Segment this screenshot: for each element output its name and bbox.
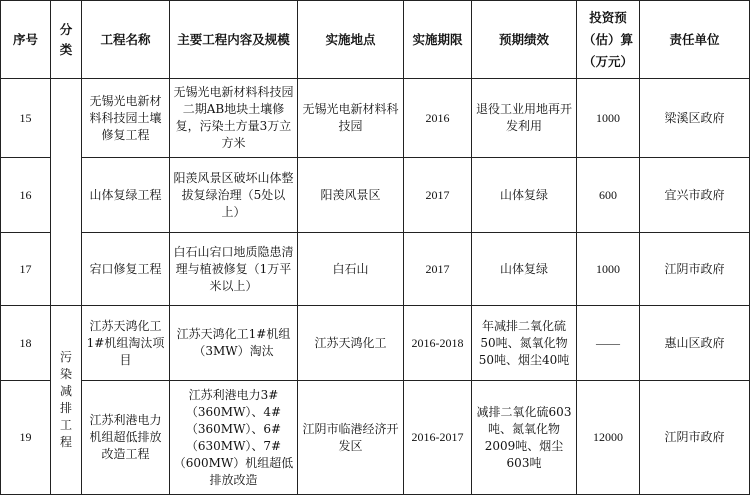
row-no: 17	[1, 233, 51, 306]
header-invest-line-3: （万元）	[582, 53, 633, 69]
header-no: 序号	[1, 1, 51, 79]
header-invest-line-1: 投资预	[589, 9, 627, 25]
category-char: 程	[59, 435, 72, 449]
project-content: 江苏天鸿化工1#机组（3MW）淘汰	[170, 306, 298, 381]
table-row	[1, 79, 750, 158]
project-invest: 1000	[577, 79, 640, 158]
project-unit: 梁溪区政府	[640, 79, 750, 158]
project-invest: 1000	[577, 233, 640, 306]
project-effect: 山体复绿	[472, 233, 577, 306]
project-location: 江苏天鸿化工	[298, 306, 404, 381]
table-row	[1, 158, 750, 233]
row-no: 15	[1, 79, 51, 158]
project-unit: 宜兴市政府	[640, 158, 750, 233]
project-content: 白石山宕口地质隐患清理与植被修复（1万平米以上）	[170, 233, 298, 306]
table-row	[1, 381, 750, 495]
project-unit: 江阴市政府	[640, 381, 750, 495]
header-location: 实施地点	[298, 1, 404, 79]
project-unit: 惠山区政府	[640, 306, 750, 381]
project-period: 2017	[404, 233, 472, 306]
category-char: 工	[59, 418, 72, 432]
header-content: 主要工程内容及规模	[170, 1, 298, 79]
project-content: 无锡光电新材料科技园二期AB地块土壤修复，污染土方量3万立方米	[170, 79, 298, 158]
category-char: 排	[59, 401, 72, 415]
project-name: 江苏天鸿化工1#机组淘汰项目	[82, 306, 170, 381]
category-cell	[51, 306, 82, 495]
project-invest: ——	[577, 306, 640, 381]
category-char: 减	[59, 384, 72, 398]
header-unit: 责任单位	[640, 1, 750, 79]
header-invest	[577, 1, 640, 79]
project-effect: 减排二氧化硫603吨、氮氧化物2009吨、烟尘603吨	[472, 381, 577, 495]
table-row	[1, 306, 750, 381]
category-char: 污	[59, 350, 72, 364]
table-row	[1, 233, 750, 306]
project-name: 宕口修复工程	[82, 233, 170, 306]
category-char: 染	[59, 367, 72, 381]
project-effect: 年减排二氧化硫50吨、氮氧化物50吨、烟尘40吨	[472, 306, 577, 381]
project-period: 2016-2018	[404, 306, 472, 381]
header-name: 工程名称	[82, 1, 170, 79]
project-period: 2017	[404, 158, 472, 233]
header-class	[51, 1, 82, 79]
project-invest: 600	[577, 158, 640, 233]
project-content: 江苏利港电力3#（360MW）、4#（360MW）、6#（630MW）、7#（600MW）机组超低排放改造	[170, 381, 298, 495]
project-period: 2016	[404, 79, 472, 158]
project-period: 2016-2017	[404, 381, 472, 495]
project-name: 山体复绿工程	[82, 158, 170, 233]
project-name: 无锡光电新材料科技园土壤修复工程	[82, 79, 170, 158]
project-effect: 退役工业用地再开发利用	[472, 79, 577, 158]
header-row	[1, 1, 750, 79]
header-invest-line-2: （估）算	[582, 31, 633, 47]
row-no: 18	[1, 306, 51, 381]
project-unit: 江阴市政府	[640, 233, 750, 306]
header-period: 实施期限	[404, 1, 472, 79]
row-no: 16	[1, 158, 51, 233]
category-cell-empty	[51, 79, 82, 306]
project-location: 江阴市临港经济开发区	[298, 381, 404, 495]
project-location: 白石山	[298, 233, 404, 306]
header-class-line-1: 分	[59, 21, 73, 37]
header-class-line-2: 类	[59, 41, 73, 57]
project-name: 江苏利港电力机组超低排放改造工程	[82, 381, 170, 495]
project-content: 阳羡风景区破坏山体整拔复绿治理（5处以上）	[170, 158, 298, 233]
project-location: 阳羡风景区	[298, 158, 404, 233]
project-location: 无锡光电新材料科技园	[298, 79, 404, 158]
header-effect: 预期绩效	[472, 1, 577, 79]
project-invest: 12000	[577, 381, 640, 495]
row-no: 19	[1, 381, 51, 495]
project-effect: 山体复绿	[472, 158, 577, 233]
